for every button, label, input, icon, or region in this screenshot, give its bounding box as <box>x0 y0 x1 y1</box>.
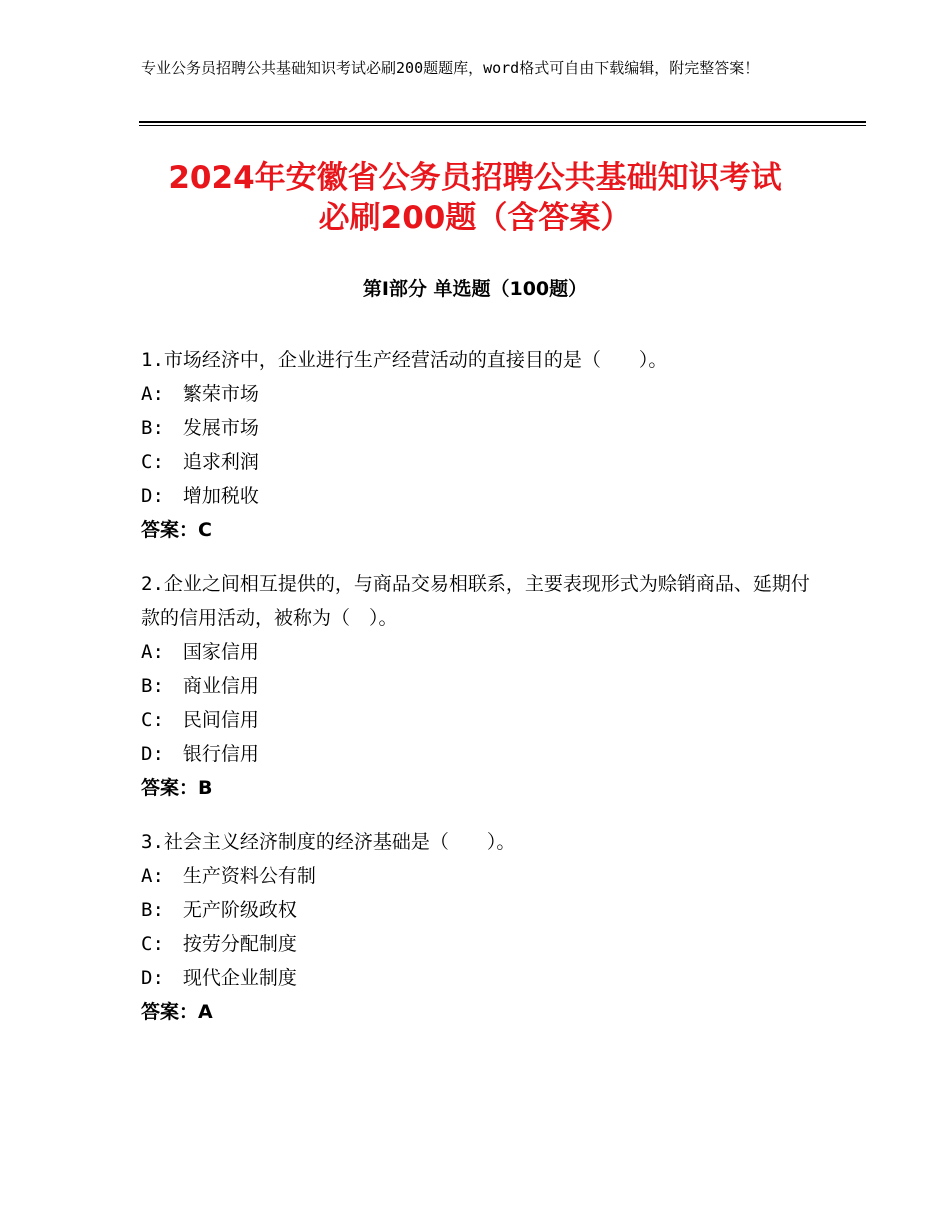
answer: 答案：A <box>141 1001 213 1023</box>
question-3 <box>141 825 811 1029</box>
option-a: A: 生产资料公有制 <box>141 865 316 887</box>
option-b: B: 无产阶级政权 <box>141 899 297 921</box>
option-d: D: 银行信用 <box>141 743 259 765</box>
answer: 答案：C <box>141 519 212 541</box>
question-2 <box>141 567 811 805</box>
option-a: A: 繁荣市场 <box>141 383 259 405</box>
section-title: 第Ⅰ部分 单选题（100题） <box>362 278 588 300</box>
answer: 答案：B <box>141 777 213 799</box>
header-note: 专业公务员招聘公共基础知识考试必刷200题题库，word格式可自由下载编辑，附完整答案！ <box>141 59 760 77</box>
option-c: C: 追求利润 <box>141 451 259 473</box>
document-title <box>100 158 850 238</box>
title-line-1: 2024年安徽省公务员招聘公共基础知识考试 <box>168 160 782 196</box>
option-c: C: 民间信用 <box>141 709 259 731</box>
header-divider-thin <box>139 125 866 126</box>
question-list <box>141 343 811 1049</box>
header-divider-thick <box>139 121 866 123</box>
option-c: C: 按劳分配制度 <box>141 933 297 955</box>
option-b: B: 发展市场 <box>141 417 259 439</box>
question-1 <box>141 343 811 547</box>
option-a: A: 国家信用 <box>141 641 259 663</box>
title-line-2: 必刷200题（含答案） <box>318 200 632 236</box>
option-d: D: 现代企业制度 <box>141 967 297 989</box>
question-stem: 2.企业之间相互提供的，与商品交易相联系，主要表现形式为赊销商品、延期付款的信用活动，被称为（ ）。 <box>141 573 810 629</box>
question-stem: 1.市场经济中，企业进行生产经营活动的直接目的是（ ）。 <box>141 349 668 371</box>
question-stem: 3.社会主义经济制度的经济基础是（ ）。 <box>141 831 516 853</box>
option-d: D: 增加税收 <box>141 485 259 507</box>
option-b: B: 商业信用 <box>141 675 259 697</box>
